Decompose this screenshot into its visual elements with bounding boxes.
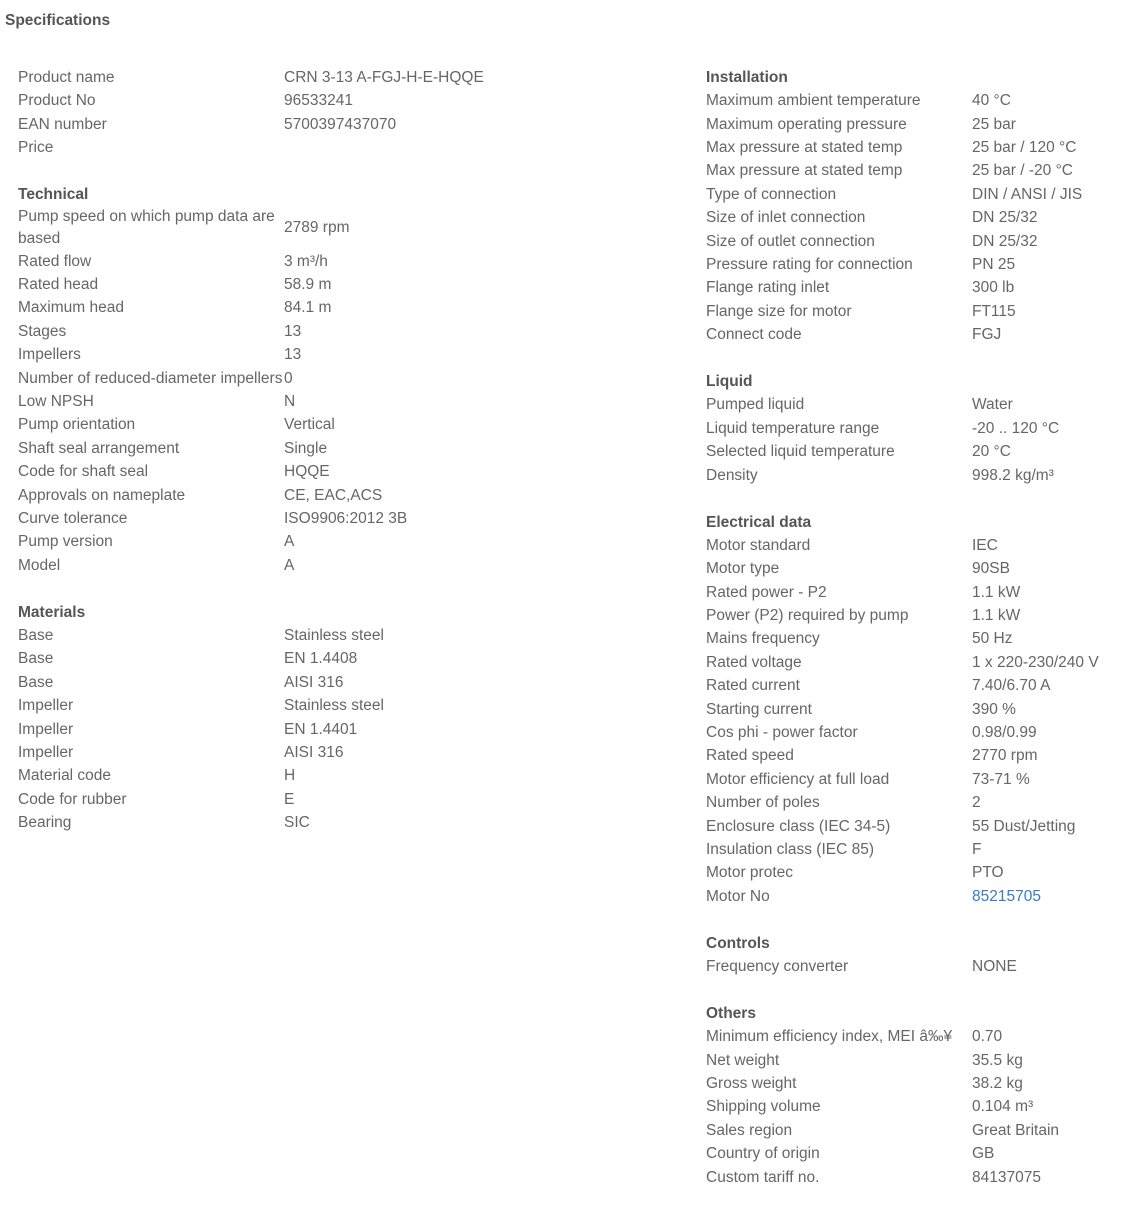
spec-label: Number of poles	[706, 794, 820, 812]
spec-value: 2789 rpm	[284, 219, 350, 237]
spec-label: Low NPSH	[18, 393, 94, 411]
spec-row	[706, 674, 1126, 697]
spec-row	[18, 320, 558, 343]
spec-value: CRN 3-13 A-FGJ-H-E-HQQE	[284, 68, 484, 86]
left-spec-column	[18, 66, 558, 858]
spec-row	[706, 277, 1126, 300]
spec-row	[706, 604, 1126, 627]
spec-row	[706, 815, 1126, 838]
spec-label: Base	[18, 673, 54, 691]
spec-value: Vertical	[284, 416, 335, 434]
spec-value: 25 bar	[972, 115, 1016, 133]
spec-value: Water	[972, 396, 1013, 414]
spec-label: Model	[18, 556, 61, 574]
spec-value: 1.1 kW	[972, 607, 1021, 625]
spec-value: Stainless steel	[284, 697, 384, 715]
spec-row	[18, 343, 558, 366]
spec-row	[18, 694, 558, 717]
spec-row	[706, 698, 1126, 721]
motor-number-link[interactable]: 85215705	[972, 887, 1041, 905]
spec-label: Cos phi - power factor	[706, 724, 858, 741]
spec-value: 50 Hz	[972, 630, 1013, 648]
spec-row	[706, 768, 1126, 791]
spec-label: Motor protec	[706, 864, 794, 882]
spec-value: EN 1.4401	[284, 720, 358, 738]
spec-label: Code for rubber	[18, 790, 127, 808]
spec-row	[18, 554, 558, 577]
spec-row	[706, 113, 1126, 136]
spec-value: 38.2 kg	[972, 1075, 1023, 1093]
spec-row	[18, 113, 558, 136]
spec-label: Mains frequency	[706, 630, 820, 648]
spec-label: Pump version	[18, 533, 113, 551]
spec-label: Power (P2) required by pump	[706, 607, 909, 625]
spec-row	[706, 464, 1126, 487]
spec-value: 84137075	[972, 1168, 1041, 1186]
spec-label: Rated head	[18, 276, 99, 294]
spec-row	[706, 1049, 1126, 1072]
spec-value: Stainless steel	[284, 627, 384, 645]
spec-label: Bearing	[18, 814, 72, 832]
spec-row	[706, 1119, 1126, 1142]
spec-value: 96533241	[284, 92, 353, 110]
spec-row	[18, 250, 558, 273]
spec-row	[18, 66, 558, 89]
spec-row	[18, 136, 558, 159]
spec-value: 5700397437070	[284, 115, 397, 133]
spec-label: Impellers	[18, 346, 81, 364]
spec-row	[706, 651, 1126, 674]
section-heading: Liquid	[706, 373, 753, 391]
spec-value: AISI 316	[284, 744, 344, 762]
spec-row	[706, 136, 1126, 159]
spec-row	[706, 721, 1126, 744]
spec-row	[18, 414, 558, 437]
spec-row	[706, 440, 1126, 463]
spec-value: 25 bar / 120 °C	[972, 139, 1077, 157]
spec-row	[706, 745, 1126, 768]
spec-label: Impeller	[18, 697, 74, 715]
spec-label: Pump orientation	[18, 416, 136, 434]
spec-row	[706, 534, 1126, 557]
spec-row	[706, 300, 1126, 323]
spec-label: Enclosure class (IEC 34-5)	[706, 817, 891, 835]
spec-row	[706, 206, 1126, 229]
spec-value: PTO	[972, 864, 1004, 882]
spec-row	[18, 811, 558, 834]
spec-label: Material code	[18, 767, 112, 785]
spec-label: Size of inlet connection	[706, 209, 866, 227]
spec-label: Maximum operating pressure	[706, 115, 907, 133]
spec-section-liquid	[706, 370, 1126, 487]
spec-value: A	[284, 556, 295, 574]
spec-row	[706, 581, 1126, 604]
spec-label: Liquid temperature range	[706, 419, 880, 437]
spec-label: Selected liquid temperature	[706, 443, 895, 461]
spec-value: EN 1.4408	[284, 650, 358, 668]
spec-row	[706, 1142, 1126, 1165]
spec-label: Number of reduced-diameter impellers	[18, 369, 283, 387]
section-heading: Installation	[706, 69, 788, 86]
spec-row	[706, 89, 1126, 112]
spec-label: Impeller	[18, 720, 74, 738]
spec-row	[706, 183, 1126, 206]
spec-label: Approvals on nameplate	[18, 486, 186, 504]
spec-label: Motor standard	[706, 536, 811, 554]
spec-row	[18, 531, 558, 554]
spec-value: DIN / ANSI / JIS	[972, 185, 1083, 203]
spec-label: Country of origin	[706, 1145, 820, 1163]
spec-label: Custom tariff no.	[706, 1168, 820, 1186]
spec-value: 2	[972, 794, 981, 812]
spec-label: Base	[18, 627, 54, 645]
spec-value: 13	[284, 322, 302, 340]
spec-label: Starting current	[706, 700, 812, 718]
spec-value: ISO9906:2012 3B	[284, 510, 408, 527]
spec-row	[706, 323, 1126, 346]
spec-value: 90SB	[972, 560, 1010, 578]
spec-row	[706, 1096, 1126, 1119]
spec-label: Impeller	[18, 744, 74, 762]
spec-label: Shipping volume	[706, 1098, 821, 1116]
section-heading: Technical	[18, 186, 89, 204]
spec-value: 0.98/0.99	[972, 724, 1037, 741]
spec-label: Frequency converter	[706, 958, 849, 976]
spec-label: Motor type	[706, 560, 780, 578]
spec-row	[18, 507, 558, 530]
spec-label: EAN number	[18, 115, 107, 133]
section-heading: Electrical data	[706, 513, 812, 531]
spec-label: Pressure rating for connection	[706, 255, 913, 273]
spec-value: 13	[284, 346, 302, 364]
section-heading: Materials	[18, 603, 86, 621]
spec-value: CE, EAC,ACS	[284, 486, 383, 504]
spec-label: Motor efficiency at full load	[706, 770, 890, 788]
spec-row	[706, 838, 1126, 861]
spec-value: DN 25/32	[972, 232, 1038, 250]
spec-label: Connect code	[706, 326, 802, 344]
spec-row	[18, 273, 558, 296]
spec-value: N	[284, 393, 296, 411]
spec-value: FT115	[972, 302, 1016, 320]
spec-row	[706, 417, 1126, 440]
spec-label: Code for shaft seal	[18, 463, 149, 481]
spec-label: Maximum head	[18, 299, 124, 317]
spec-value: 390 %	[972, 700, 1016, 718]
spec-label: Rated voltage	[706, 653, 802, 671]
right-spec-column	[706, 66, 1126, 1213]
spec-value: 25 bar / -20 °C	[972, 162, 1073, 180]
spec-value: 300 lb	[972, 279, 1015, 297]
spec-label: Motor No	[706, 887, 770, 905]
spec-label: Shaft seal arrangement	[18, 439, 180, 457]
spec-value: NONE	[972, 958, 1017, 976]
spec-label: Pumped liquid	[706, 396, 805, 414]
spec-label: Product name	[18, 68, 115, 86]
spec-label: Rated flow	[18, 252, 92, 270]
spec-value: 20 °C	[972, 443, 1011, 461]
spec-row	[706, 791, 1126, 814]
spec-row	[706, 230, 1126, 253]
spec-label: Max pressure at stated temp	[706, 139, 903, 157]
spec-value: 40 °C	[972, 92, 1011, 110]
spec-label: Insulation class (IEC 85)	[706, 840, 874, 858]
spec-row	[18, 206, 558, 249]
spec-row	[18, 297, 558, 320]
spec-label: Minimum efficiency index, MEI â‰¥	[706, 1028, 953, 1046]
spec-row	[18, 741, 558, 764]
spec-value: 73-71 %	[972, 770, 1030, 788]
spec-row	[18, 718, 558, 741]
spec-value: 58.9 m	[284, 276, 332, 294]
spec-value: 998.2 kg/m³	[972, 466, 1054, 484]
spec-label: Sales region	[706, 1121, 793, 1139]
spec-label: Flange size for motor	[706, 302, 852, 320]
spec-row	[706, 253, 1126, 276]
spec-row	[706, 1025, 1126, 1048]
spec-section-general	[18, 66, 558, 160]
spec-value: 2770 rpm	[972, 747, 1038, 765]
spec-value: IEC	[972, 536, 998, 554]
spec-label: Pump speed on which pump data are based	[18, 208, 275, 248]
spec-value: 0.104 m³	[972, 1098, 1034, 1116]
spec-value: DN 25/32	[972, 209, 1038, 227]
spec-value: FGJ	[972, 326, 1002, 344]
spec-row	[18, 624, 558, 647]
spec-value: E	[284, 790, 295, 808]
spec-label: Maximum ambient temperature	[706, 92, 921, 110]
spec-value: Single	[284, 439, 328, 457]
spec-label: Product No	[18, 92, 96, 110]
spec-value: 7.40/6.70 A	[972, 677, 1051, 695]
spec-row	[18, 390, 558, 413]
spec-row	[706, 394, 1126, 417]
spec-label: Rated speed	[706, 747, 794, 765]
spec-value: GB	[972, 1145, 995, 1163]
spec-row	[18, 367, 558, 390]
spec-value: H	[284, 767, 296, 785]
spec-value: 0	[284, 369, 293, 387]
spec-value: AISI 316	[284, 673, 344, 691]
spec-row	[18, 648, 558, 671]
spec-label: Gross weight	[706, 1075, 797, 1093]
spec-section-controls	[706, 932, 1126, 979]
spec-label: Rated current	[706, 677, 800, 695]
spec-label: Curve tolerance	[18, 510, 128, 527]
spec-row	[18, 89, 558, 112]
section-heading: Controls	[706, 934, 770, 952]
spec-row	[706, 557, 1126, 580]
spec-value: PN 25	[972, 255, 1016, 273]
spec-section-others	[706, 1002, 1126, 1189]
spec-row	[18, 460, 558, 483]
spec-label: Price	[18, 139, 54, 157]
spec-row	[706, 885, 1126, 908]
spec-row	[706, 160, 1126, 183]
spec-value: -20 .. 120 °C	[972, 419, 1060, 437]
spec-label: Density	[706, 466, 758, 484]
spec-section-materials	[18, 601, 558, 835]
spec-value: 55 Dust/Jetting	[972, 817, 1076, 835]
spec-row	[706, 862, 1126, 885]
spec-value: A	[284, 533, 295, 551]
spec-label: Net weight	[706, 1051, 780, 1069]
spec-value: 84.1 m	[284, 299, 332, 317]
spec-label: Flange rating inlet	[706, 279, 830, 297]
spec-label: Max pressure at stated temp	[706, 162, 903, 180]
spec-row	[18, 671, 558, 694]
spec-value: 0.70	[972, 1028, 1003, 1046]
spec-row	[706, 628, 1126, 651]
spec-value: HQQE	[284, 463, 330, 481]
spec-label: Rated power - P2	[706, 583, 827, 601]
spec-row	[18, 788, 558, 811]
spec-row	[18, 765, 558, 788]
spec-value: F	[972, 840, 982, 858]
spec-label: Size of outlet connection	[706, 232, 875, 250]
spec-label: Type of connection	[706, 185, 837, 203]
spec-section-technical	[18, 183, 558, 577]
spec-value: 1.1 kW	[972, 583, 1021, 601]
spec-value: Great Britain	[972, 1121, 1060, 1139]
spec-row	[706, 1072, 1126, 1095]
spec-row	[18, 437, 558, 460]
spec-label: Stages	[18, 322, 67, 340]
spec-section-electrical-data	[706, 511, 1126, 909]
section-heading: Others	[706, 1005, 756, 1023]
spec-label: Base	[18, 650, 54, 668]
spec-row	[18, 484, 558, 507]
spec-value: 3 m³/h	[284, 252, 328, 270]
spec-row	[706, 1166, 1126, 1189]
page-title: Specifications	[5, 12, 111, 29]
spec-value: 1 x 220-230/240 V	[972, 653, 1099, 671]
spec-value: 35.5 kg	[972, 1051, 1023, 1069]
spec-value: SIC	[284, 814, 310, 832]
spec-row	[706, 955, 1126, 978]
spec-section-installation	[706, 66, 1126, 347]
